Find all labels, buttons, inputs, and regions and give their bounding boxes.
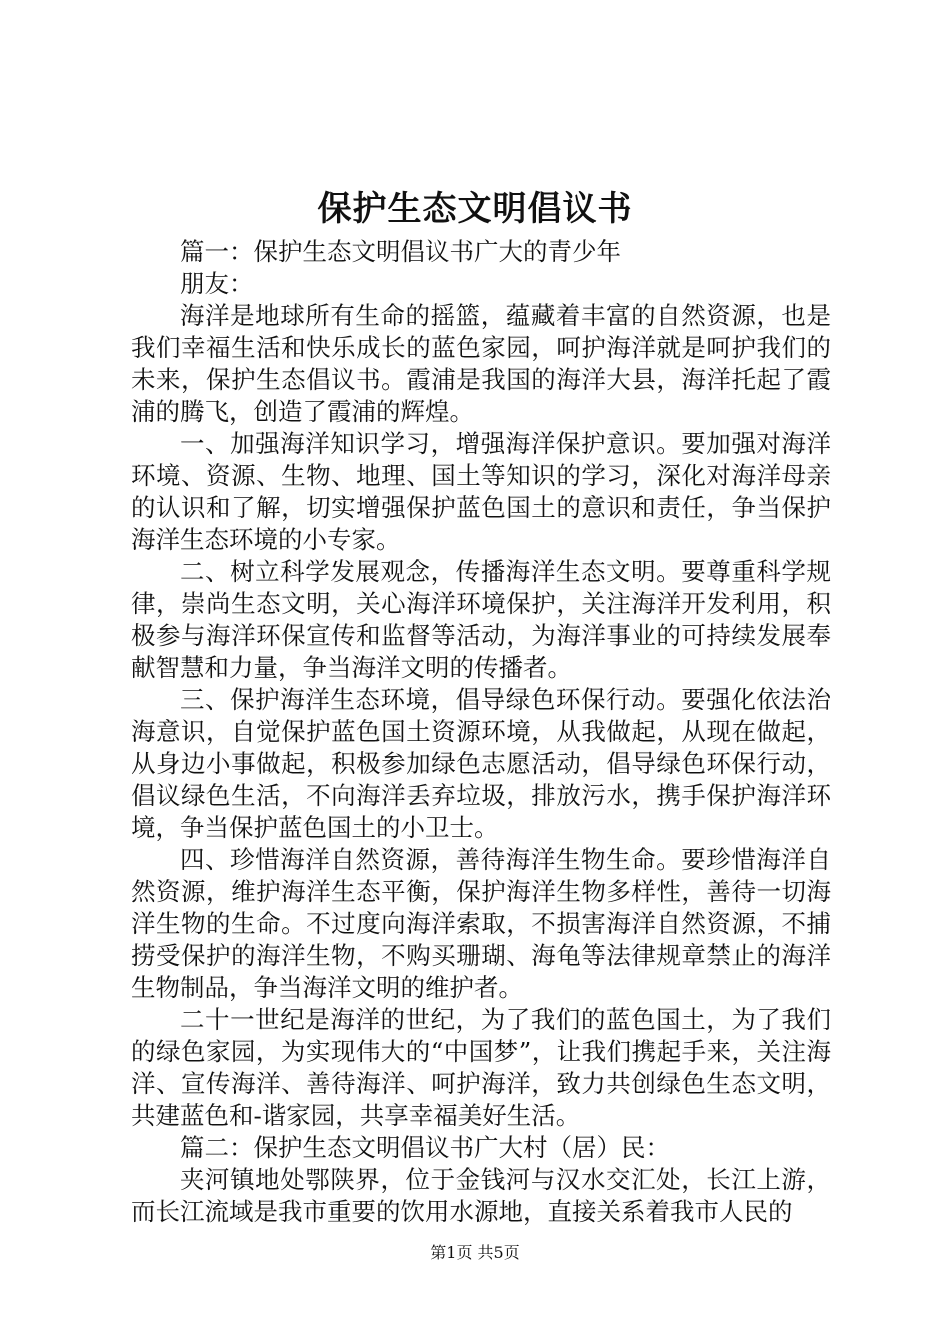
paragraph: 三、保护海洋生态环境，倡导绿色环保行动。要强化依法治海意识，自觉保护蓝色国土资源环境，从我做起，从现在做起，从身边小事做起，积极参加绿色志愿活动，倡导绿色环保行动，倡议绿色生活，不向海洋丢弃垃圾，排放污水，携手保护海洋环境，争当保护蓝色国土的小卫士。 [131, 685, 831, 842]
paragraph: 二十一世纪是海洋的世纪，为了我们的蓝色国土，为了我们的绿色家园，为实现伟大的“中国梦”，让我们携起手来，关注海洋、宣传海洋、善待海洋、呵护海洋，致力共创绿色生态文明，共建蓝色和-谐家园，共享幸福美好生活。 [131, 1005, 831, 1130]
paragraph: 一、加强海洋知识学习，增强海洋保护意识。要加强对海洋环境、资源、生物、地理、国土等知识的学习，深化对海洋母亲的认识和了解，切实增强保护蓝色国土的意识和责任，争当保护海洋生态环境的小专家。 [131, 429, 831, 554]
document-body [131, 236, 831, 1228]
paragraph: 夹河镇地处鄂陕界，位于金钱河与汉水交汇处，长江上游，而长江流域是我市重要的饮用水源地，直接关系着我市人民的 [131, 1165, 831, 1226]
paragraph: 四、珍惜海洋自然资源，善待海洋生物生命。要珍惜海洋自然资源，维护海洋生态平衡，保护海洋生物多样性，善待一切海洋生物的生命。不过度向海洋索取，不损害海洋自然资源，不捕捞受保护的海洋生物，不购买珊瑚、海龟等法律规章禁止的海洋生物制品，争当海洋文明的维护者。 [131, 845, 831, 1002]
page-footer: 第1页 共5页 [430, 1243, 520, 1262]
paragraph: 篇二：保护生态文明倡议书广大村（居）民： [180, 1133, 670, 1162]
document-title: 保护生态文明倡议书 [317, 189, 633, 229]
paragraph: 海洋是地球所有生命的摇篮，蕴藏着丰富的自然资源，也是我们幸福生活和快乐成长的蓝色家园，呵护海洋就是呵护我们的未来，保护生态倡议书。霞浦是我国的海洋大县，海洋托起了霞浦的腾飞，创造了霞浦的辉煌。 [131, 301, 831, 426]
paragraph: 朋友： [180, 269, 254, 298]
paragraph: 二、树立科学发展观念，传播海洋生态文明。要尊重科学规律，崇尚生态文明，关心海洋环境保护，关注海洋开发利用，积极参与海洋环保宣传和监督等活动，为海洋事业的可持续发展奉献智慧和力量，争当海洋文明的传播者。 [131, 557, 831, 682]
paragraph: 篇一：保护生态文明倡议书广大的青少年 [180, 237, 621, 266]
